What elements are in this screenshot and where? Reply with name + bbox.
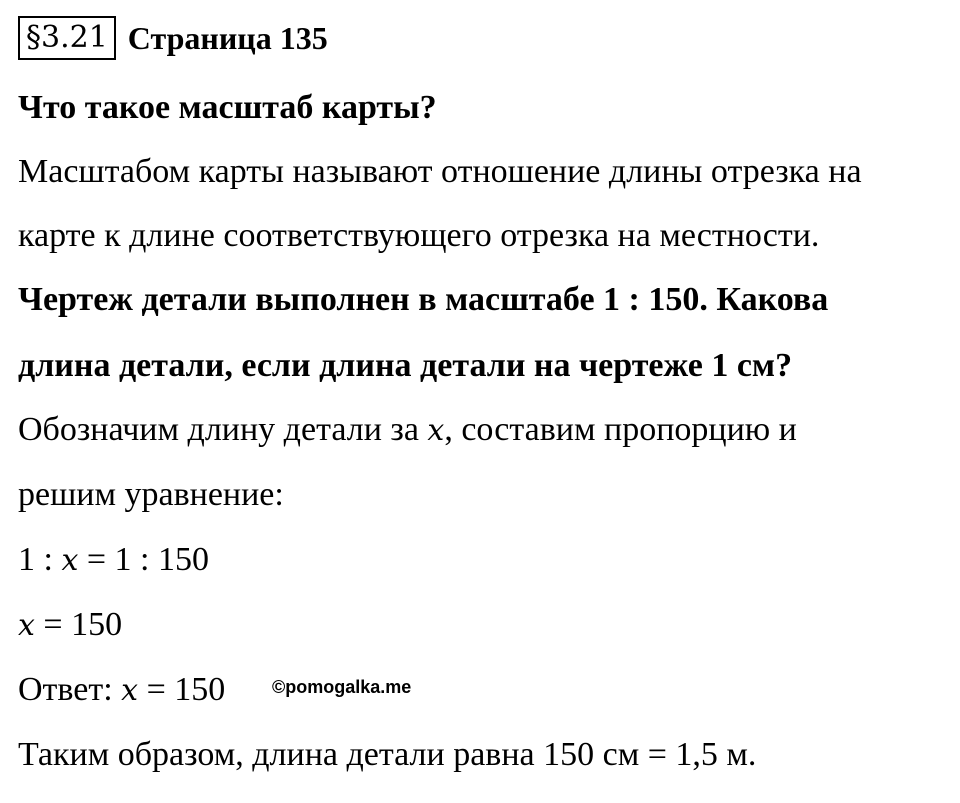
page-number: Страница 135 xyxy=(127,20,328,56)
variable-x: x xyxy=(18,608,35,643)
answer-1-line-1: Масштабом карты называют отношение длины отрезка на xyxy=(18,153,862,190)
question-2-line-1: Чертеж детали выполнен в масштабе 1 : 150. Какова xyxy=(18,281,829,318)
answer-line xyxy=(18,670,225,711)
variable-x: x xyxy=(61,543,79,578)
section-number: §3.21 xyxy=(18,16,116,60)
answer-label: Ответ: xyxy=(18,671,122,708)
equation-proportion-right: = 1 : 150 xyxy=(78,541,209,578)
answer-value: = 150 xyxy=(138,671,226,708)
solution-intro-line-2: решим уравнение: xyxy=(18,476,284,513)
variable-x: x xyxy=(121,673,139,708)
equation-result xyxy=(18,605,122,646)
question-2-line-2: длина детали, если длина детали на чертеже 1 см? xyxy=(18,347,793,384)
solution-intro-line-1 xyxy=(18,410,797,451)
answer-1-line-2: карте к длине соответствующего отрезка на местности. xyxy=(18,217,820,254)
solution-intro-text-b: , составим пропорцию и xyxy=(444,411,797,448)
variable-x: x xyxy=(427,413,445,448)
watermark: ©pomogalka.me xyxy=(272,677,412,697)
conclusion: Таким образом, длина детали равна 150 см = 1,5 м. xyxy=(18,736,757,773)
equation-proportion xyxy=(18,540,209,581)
equation-proportion-left: 1 : xyxy=(18,541,62,578)
solution-intro-text-a: Обозначим длину детали за xyxy=(18,411,428,448)
equation-result-value: = 150 xyxy=(34,606,123,643)
question-1: Что такое масштаб карты? xyxy=(18,89,437,126)
page-header xyxy=(18,16,328,60)
